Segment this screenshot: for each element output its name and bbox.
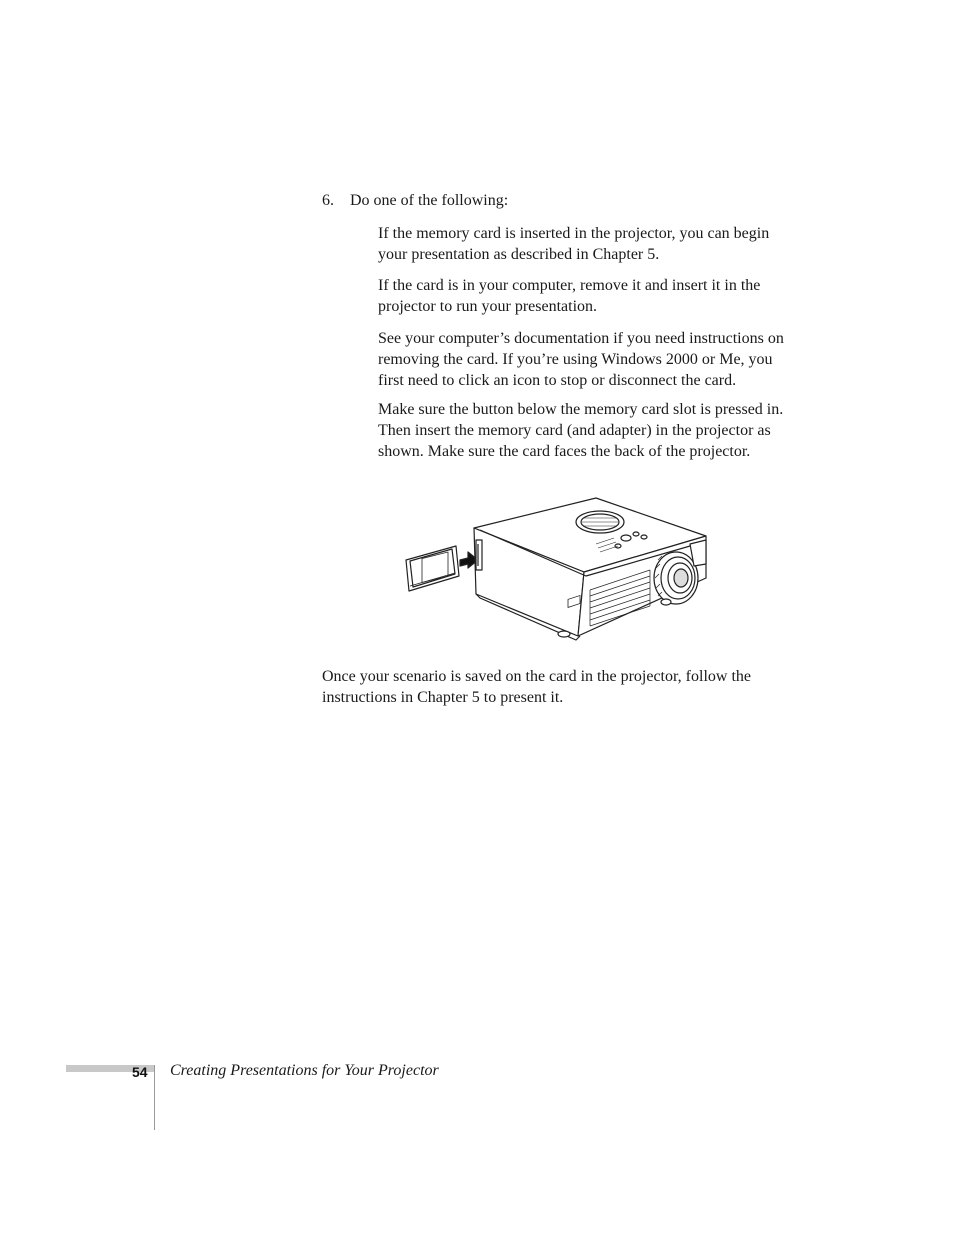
running-title: Creating Presentations for Your Projector — [170, 1062, 439, 1079]
paragraph-card-in-computer: If the card is in your computer, remove it and insert it in the projector to run your presentation. — [378, 277, 761, 315]
memory-card-icon — [406, 546, 459, 591]
projector-icon — [474, 498, 706, 640]
paragraph-documentation: See your computer’s documentation if you need instructions on removing the card. If you’re using Windows 2000 or Me, you first need to click an icon to stop or disconnect the card. — [378, 330, 784, 389]
paragraph-insert-card: Make sure the button below the memory card slot is pressed in. Then insert the memory card (and adapter) in the projector as shown. Make sure the card faces the back of the projector. — [378, 401, 784, 460]
step-text: Do one of the following: — [350, 192, 509, 209]
page-number: 54 — [132, 1064, 148, 1080]
footer-rule — [154, 1065, 155, 1130]
closing-paragraph: Once your scenario is saved on the card in the projector, follow the instructions in Chapter 5 to present it. — [322, 668, 751, 706]
step-number: 6. — [322, 192, 334, 209]
paragraph-card-in-projector: If the memory card is inserted in the projector, you can begin your presentation as described in Chapter 5. — [378, 225, 770, 263]
projector-card-illustration — [400, 494, 716, 644]
